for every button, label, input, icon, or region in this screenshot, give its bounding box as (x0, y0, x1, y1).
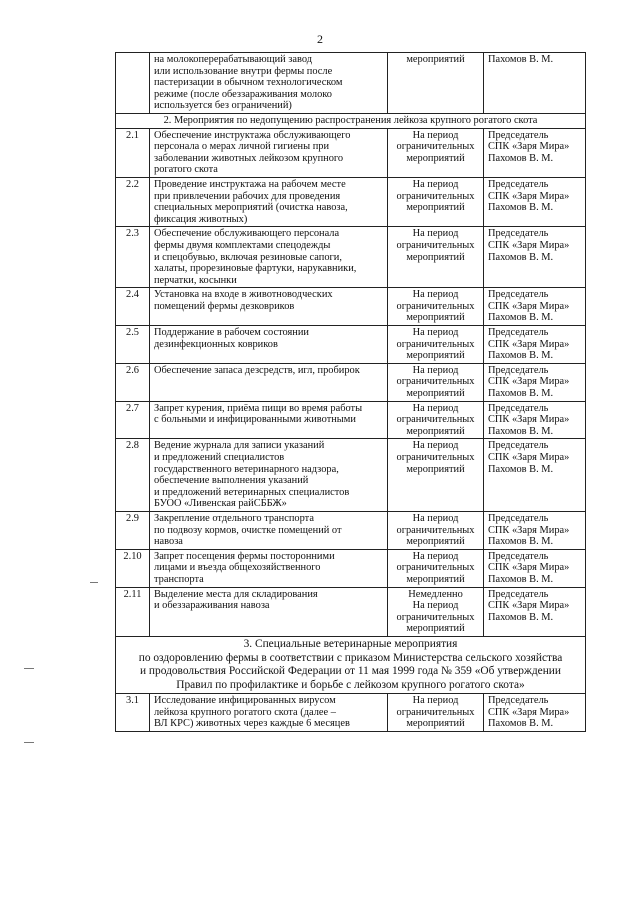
row-responsible: Председатель СПК «Заря Мира» Пахомов В. М. (484, 177, 586, 226)
row-action: Закрепление отдельного транспорта по подвозу кормов, очистке помещений от навоза (150, 511, 388, 549)
row-responsible: Пахомов В. М. (484, 53, 586, 114)
row-action: Установка на входе в животноводческих помещений фермы дезковриков (150, 288, 388, 326)
row-action: на молокоперерабатывающий завод или использование внутри фермы после пастеризации в обычном технологическом режиме (после обеззараживания молоко используется без ограничений) (150, 53, 388, 114)
table-row (116, 288, 586, 326)
row-number: 2.8 (116, 439, 150, 512)
row-responsible: Председатель СПК «Заря Мира» Пахомов В. М. (484, 511, 586, 549)
row-term: На период ограничительных мероприятий (388, 326, 484, 364)
table-row (116, 326, 586, 364)
row-number: 2.7 (116, 401, 150, 439)
row-number: 2.11 (116, 587, 150, 636)
table-row (116, 694, 586, 732)
row-number (116, 53, 150, 114)
row-responsible: Председатель СПК «Заря Мира» Пахомов В. М. (484, 363, 586, 401)
row-responsible: Председатель СПК «Заря Мира» Пахомов В. М. (484, 587, 586, 636)
row-term: На период ограничительных мероприятий (388, 511, 484, 549)
row-action: Ведение журнала для записи указаний и предложений специалистов государственного ветеринарного надзора, обеспечение выполнения указаний и предложений ветеринарных специалистов БУОО «Ливенская райСББЖ» (150, 439, 388, 512)
table-row-continuation (116, 53, 586, 114)
row-responsible: Председатель СПК «Заря Мира» Пахомов В. М. (484, 288, 586, 326)
page-number: 2 (317, 32, 323, 46)
row-action: Обеспечение обслуживающего персонала фермы двумя комплектами спецодежды и спецобувью, включая резиновые сапоги, халаты, прорезиновые фартуки, нарукавники, перчатки, косынки (150, 227, 388, 288)
section-3-rows (116, 694, 586, 732)
section-2-title: 2. Мероприятия по недопущению распространения лейкоза крупного рогатого скота (116, 113, 586, 128)
row-term: мероприятий (388, 53, 484, 114)
table-row (116, 511, 586, 549)
scan-mark (24, 668, 34, 669)
row-responsible: Председатель СПК «Заря Мира» Пахомов В. М. (484, 549, 586, 587)
row-term: На период ограничительных мероприятий (388, 401, 484, 439)
row-responsible: Председатель СПК «Заря Мира» Пахомов В. М. (484, 128, 586, 177)
row-action: Обеспечение инструктажа обслуживающего персонала о мерах личной гигиены при заболевании животных лейкозом крупного рогатого скота (150, 128, 388, 177)
row-number: 2.9 (116, 511, 150, 549)
row-term: На период ограничительных мероприятий (388, 227, 484, 288)
row-action: Поддержание в рабочем состоянии дезинфекционных ковриков (150, 326, 388, 364)
row-term: На период ограничительных мероприятий (388, 439, 484, 512)
row-term: На период ограничительных мероприятий (388, 128, 484, 177)
row-number: 2.6 (116, 363, 150, 401)
row-term: На период ограничительных мероприятий (388, 694, 484, 732)
table-row (116, 549, 586, 587)
row-responsible: Председатель СПК «Заря Мира» Пахомов В. М. (484, 401, 586, 439)
row-number: 3.1 (116, 694, 150, 732)
row-number: 2.1 (116, 128, 150, 177)
row-term: На период ограничительных мероприятий (388, 288, 484, 326)
row-term: На период ограничительных мероприятий (388, 363, 484, 401)
scan-mark (90, 582, 98, 583)
table-row (116, 587, 586, 636)
section-3-header-row (116, 636, 586, 693)
row-action: Выделение места для складирования и обеззараживания навоза (150, 587, 388, 636)
section-2-rows (116, 128, 586, 636)
row-number: 2.4 (116, 288, 150, 326)
row-action: Исследование инфицированных вирусом лейкоза крупного рогатого скота (далее – ВЛ КРС) животных через каждые 6 месяцев (150, 694, 388, 732)
row-responsible: Председатель СПК «Заря Мира» Пахомов В. М. (484, 227, 586, 288)
row-term: Немедленно На период ограничительных мероприятий (388, 587, 484, 636)
row-responsible: Председатель СПК «Заря Мира» Пахомов В. М. (484, 694, 586, 732)
row-action: Проведение инструктажа на рабочем месте при привлечении рабочих для проведения специальных мероприятий (очистка навоза, фиксация животных) (150, 177, 388, 226)
table-row (116, 401, 586, 439)
table-row (116, 363, 586, 401)
scan-mark (24, 742, 34, 743)
row-term: На период ограничительных мероприятий (388, 549, 484, 587)
measures-table (115, 52, 586, 732)
row-action: Обеспечение запаса дезсредств, игл, пробирок (150, 363, 388, 401)
row-action: Запрет курения, приёма пищи во время работы с больными и инфицированными животными (150, 401, 388, 439)
section-2-header-row (116, 113, 586, 128)
row-term: На период ограничительных мероприятий (388, 177, 484, 226)
row-number: 2.2 (116, 177, 150, 226)
row-responsible: Председатель СПК «Заря Мира» Пахомов В. М. (484, 326, 586, 364)
row-responsible: Председатель СПК «Заря Мира» Пахомов В. М. (484, 439, 586, 512)
row-number: 2.5 (116, 326, 150, 364)
section-3-title: 3. Специальные ветеринарные мероприятия по оздоровлению фермы в соответствии с приказом Министерства сельского хозяйства и продовольствия Российской Федерации от 11 мая 1999 года № 359 «Об утверждении Правил по профилактике и борьбе с лейкозом крупного рогатого скота» (116, 636, 586, 693)
row-action: Запрет посещения фермы посторонними лицами и въезда общехозяйственного транспорта (150, 549, 388, 587)
table-row (116, 439, 586, 512)
row-number: 2.10 (116, 549, 150, 587)
row-number: 2.3 (116, 227, 150, 288)
table-row (116, 128, 586, 177)
table-row (116, 177, 586, 226)
table-row (116, 227, 586, 288)
